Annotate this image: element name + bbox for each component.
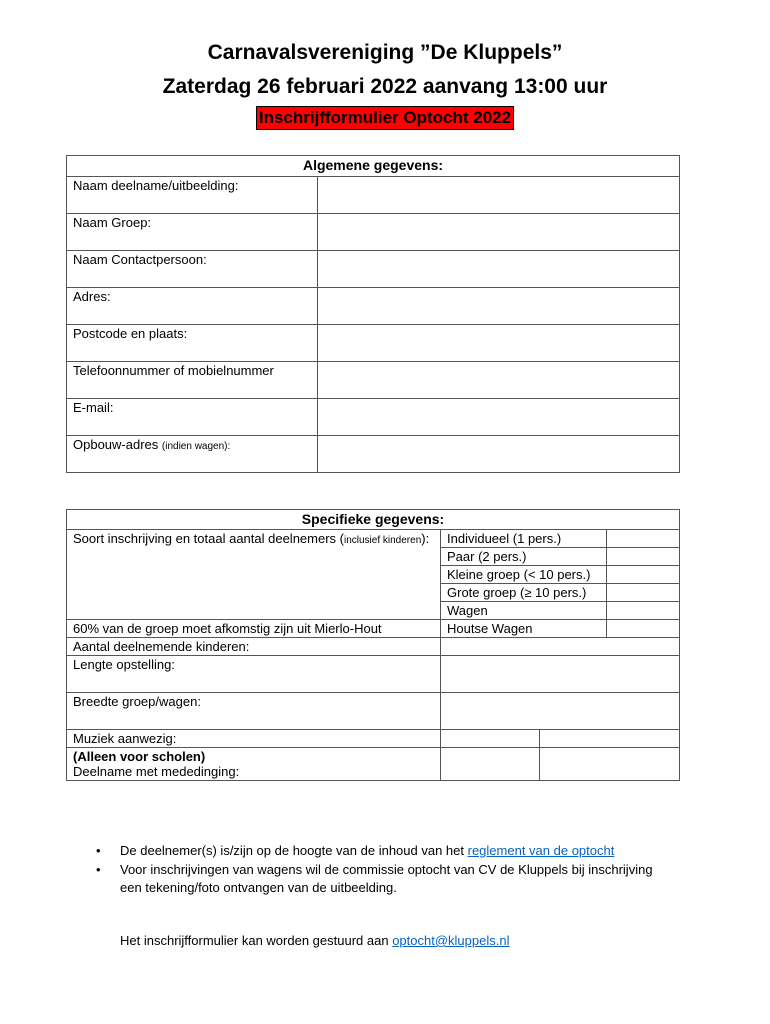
- input-music-yes[interactable]: [441, 730, 540, 748]
- note-regulations: • De deelnemer(s) is/zijn op de hoogte van de inhoud van het reglement van de optocht: [96, 842, 656, 860]
- input-small-group[interactable]: [607, 566, 680, 584]
- input-contact-person[interactable]: [318, 251, 680, 288]
- input-children[interactable]: [441, 638, 680, 656]
- label-group-name: Naam Groep:: [67, 214, 318, 251]
- label-email: E-mail:: [67, 399, 318, 436]
- label-contact-person: Naam Contactpersoon:: [67, 251, 318, 288]
- input-width[interactable]: [441, 693, 680, 730]
- input-competition-yes[interactable]: [441, 748, 540, 781]
- label-length: Lengte opstelling:: [67, 656, 441, 693]
- input-individual[interactable]: [607, 530, 680, 548]
- option-small-group: Kleine groep (< 10 pers.): [441, 566, 607, 584]
- notes-list: [96, 842, 656, 898]
- input-pair[interactable]: [607, 548, 680, 566]
- option-individual: Individueel (1 pers.): [441, 530, 607, 548]
- header-line-2: Zaterdag 26 februari 2022 aanvang 13:00 uur: [162, 75, 608, 98]
- origin-note: 60% van de groep moet afkomstig zijn uit Mierlo-Hout: [67, 620, 441, 638]
- mail-instruction: Het inschrijfformulier kan worden gestuurd aan optocht@kluppels.nl: [120, 933, 510, 948]
- email-link[interactable]: optocht@kluppels.nl: [392, 933, 510, 948]
- label-participation-name: Naam deelname/uitbeelding:: [67, 177, 318, 214]
- general-info-header: Algemene gegevens:: [67, 156, 680, 177]
- build-address-note: (indien wagen):: [161, 441, 231, 452]
- label-competition: (Alleen voor scholen) Deelname met mededinging:: [67, 748, 441, 781]
- option-pair: Paar (2 pers.): [441, 548, 607, 566]
- input-competition-no[interactable]: [540, 748, 680, 781]
- input-address[interactable]: [318, 288, 680, 325]
- specific-info-header: Specifieke gegevens:: [67, 510, 680, 530]
- input-music-no[interactable]: [540, 730, 680, 748]
- input-postal-city[interactable]: [318, 325, 680, 362]
- label-registration-type: Soort inschrijving en totaal aantal deelnemers (inclusief kinderen):: [67, 530, 441, 620]
- schools-only-note: (Alleen voor scholen): [73, 749, 206, 764]
- label-width: Breedte groep/wagen:: [67, 693, 441, 730]
- label-build-address: Opbouw-adres (indien wagen):: [67, 436, 318, 473]
- option-wagon: Wagen: [441, 602, 607, 620]
- input-build-address[interactable]: [318, 436, 680, 473]
- label-phone: Telefoonnummer of mobielnummer: [67, 362, 318, 399]
- option-large-group: Grote groep (≥ 10 pers.): [441, 584, 607, 602]
- regulations-link[interactable]: reglement van de optocht: [467, 843, 615, 858]
- form-title: Inschrijfformulier Optocht 2022: [256, 106, 514, 130]
- input-email[interactable]: [318, 399, 680, 436]
- input-houtse-wagon[interactable]: [607, 620, 680, 638]
- label-address: Adres:: [67, 288, 318, 325]
- input-group-name[interactable]: [318, 214, 680, 251]
- input-participation-name[interactable]: [318, 177, 680, 214]
- option-houtse-wagon: Houtse Wagen: [441, 620, 607, 638]
- label-postal-city: Postcode en plaats:: [67, 325, 318, 362]
- specific-info-table: [66, 509, 680, 781]
- label-children: Aantal deelnemende kinderen:: [67, 638, 441, 656]
- input-length[interactable]: [441, 656, 680, 693]
- header-line-1: Carnavalsvereniging ”De Kluppels”: [207, 41, 563, 64]
- note-wagon-drawing: • Voor inschrijvingen van wagens wil de commissie optocht van CV de Kluppels bij inschrijving een tekening/foto ontvangen van de uitbeelding.: [96, 861, 656, 897]
- registration-type-note: inclusief kinderen: [343, 535, 422, 546]
- input-phone[interactable]: [318, 362, 680, 399]
- input-large-group[interactable]: [607, 584, 680, 602]
- general-info-table: [66, 155, 680, 473]
- input-wagon[interactable]: [607, 602, 680, 620]
- label-music: Muziek aanwezig:: [67, 730, 441, 748]
